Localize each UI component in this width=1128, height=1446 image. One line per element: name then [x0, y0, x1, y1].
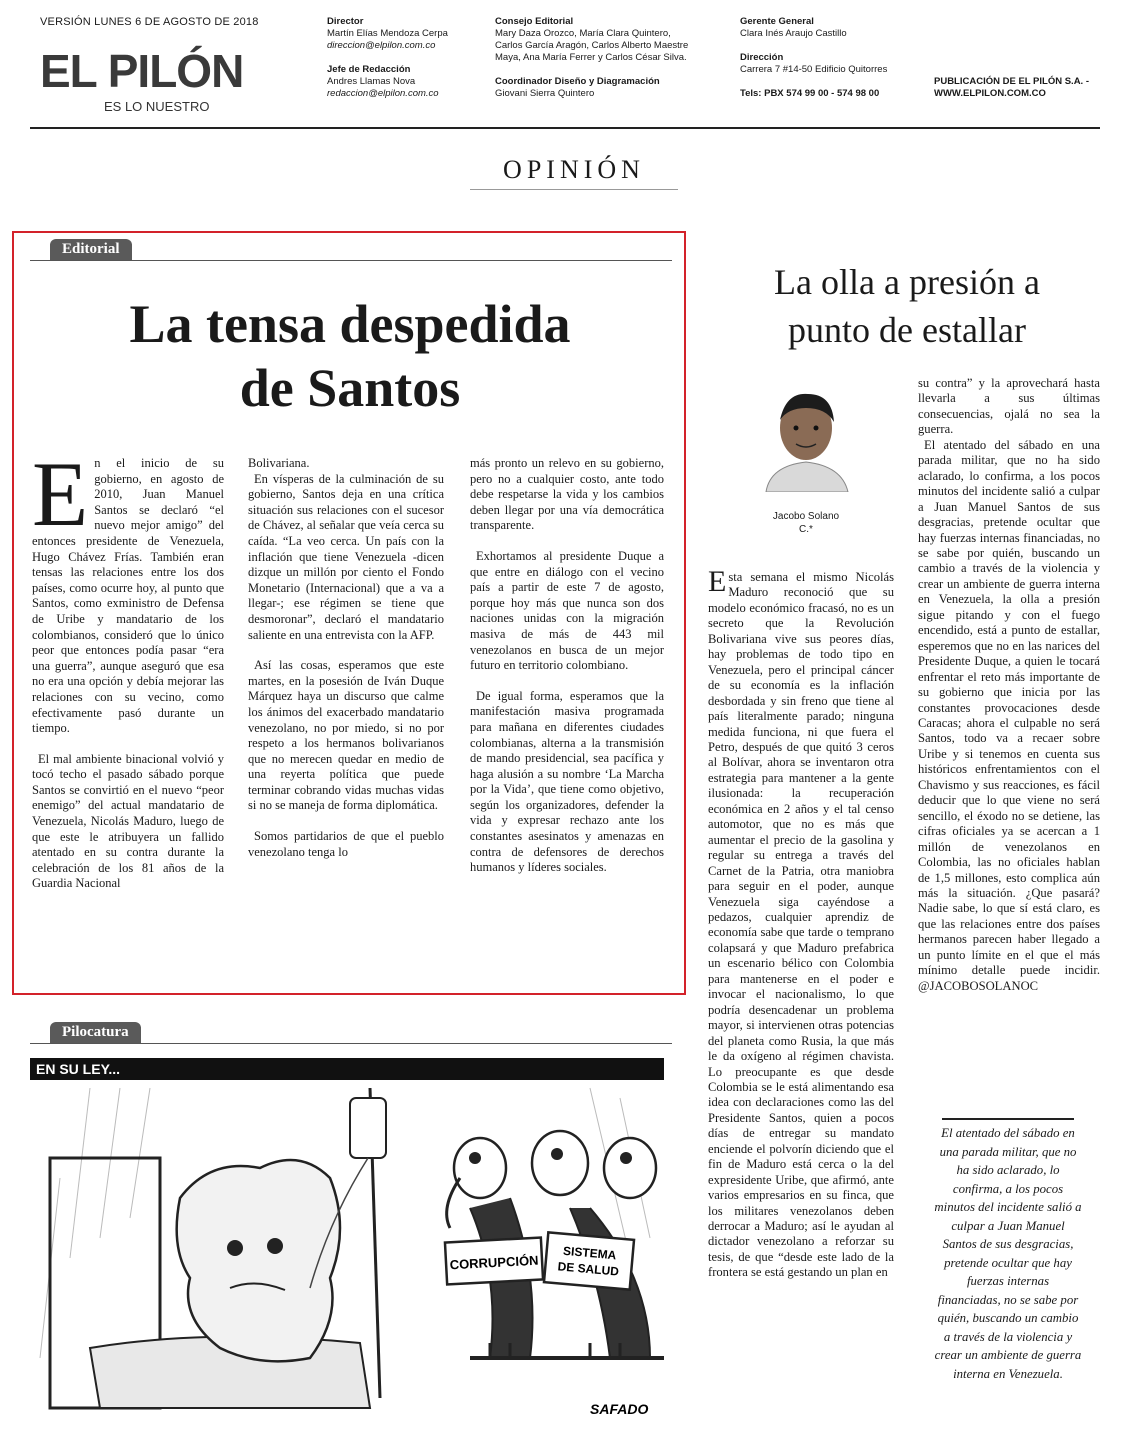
editorial-headline[interactable]: [30, 292, 670, 420]
paragraph: El mal ambiente binacional volvió y tocó techo el pasado sábado porque Santos se convirtió en el nuevo “peor enemigo” del actual mandatario de Venezuela, Nicolás Maduro, luego de que este le atribuyera un fallido atentado en su contra durante la celebración de los 81 años de la Guardia Nacional: [32, 751, 224, 891]
pilocatura-tag-rule: [30, 1043, 672, 1044]
section-title: OPINIÓN: [503, 155, 645, 184]
author-suffix: C.*: [799, 524, 813, 535]
paragraph: Exhortamos al presidente Duque a que entre en diálogo con el vecino país a partir de este 7 de agosto, porque hoy más que nunca son dos naciones unidas con la migración masiva de más de 443 mil venezolanos en busca de un mejor futuro en territorio colombiano.: [470, 548, 664, 673]
staff-consejo: [495, 16, 688, 64]
direccion-value: Carrera 7 #14-50 Edificio Quitorres: [740, 64, 888, 75]
column-headline[interactable]: [718, 258, 1096, 354]
paragraph: En el inicio de su gobierno, en agosto de 2010, Juan Manuel Santos se declaró “el nuevo mejor amigo” del entonces presidente de Venezuela, Hugo Chávez Frías. También eran tensas las relaciones entre los dos países, como ocurre hoy, al punto que Santos, como exministro de Defensa de Uribe y mandatario de los colombianos, consideró que lo único peor que entonces podía pasar “era una guerra”, aunque aseguró que esa no era una opción y debía mejorar las relaciones con su vecino, como efectivamente pasó durante un tiempo.: [32, 443, 224, 736]
editorial-column-1: [32, 443, 224, 892]
consejo-label: Consejo Editorial: [495, 16, 574, 27]
cartoonist-signature: SAFADO: [590, 1401, 649, 1417]
editorial-column-2: [248, 456, 444, 860]
column-right-text: [918, 376, 1100, 994]
publisher-line: PUBLICACIÓN DE EL PILÓN S.A. -: [934, 76, 1090, 87]
consejo-line: Carlos García Aragón, Carlos Alberto Maestre: [495, 40, 689, 51]
headline-line: La olla a presión a: [774, 262, 1040, 302]
headline-line: de Santos: [239, 358, 461, 418]
consejo-line: Mary Daza Orozco, María Clara Quintero,: [495, 28, 671, 39]
paragraph: El atentado del sábado en una parada militar, que no ha sido aclarado, lo confirma, a los pocos minutos del incidente salió a culpar a Juan Manuel Santos de sus desgracias, pretende ocultar que hay fuerzas internas financiadas, no se sabe por quién, buscando un cambio a través de la violencia y crear un ambiente de guerra interna en Venezuela, la olla a presión sigue pitando y con el fuego encendido, está a punto de estallar, esperemos que no en las narices del Presidente Duque, a quien le tocará enfrentar el reto más importante de su gobierno que inicia por las constantes provocaciones desde Caracas; ahora el culpable no será Santos, todo va a recaer sobre Uribe y si tenemos en cuenta sus históricos enfrentamientos con el Chavismo y sus reacciones, es fácil deducir que lo que viene no será sencillo, el éxodo no se detiene, las cifras oficiales ya se acercan a 1 millón de venezolanos en Colombia, las no oficiales hablan de 1,5 millones, esto complica aún más la situación. ¿Que pasará? Nadie sabe, lo que sí está claro, es que las relaciones entre dos países hermanos parecen haber llegado a un punto límite en el que el más mínimo detalle puede incidir. @JACOBOSOLANOC: [918, 437, 1100, 993]
jefe-name: Andres Llamas Nova: [327, 76, 416, 87]
patient-figure: [177, 1160, 340, 1361]
staff-coordinador: [495, 76, 660, 100]
editorial-tag: Editorial: [50, 239, 132, 260]
jefe-email[interactable]: redaccion@elpilon.com.co: [327, 88, 439, 99]
coord-label: Coordinador Diseño y Diagramación: [495, 76, 660, 87]
director-label: Director: [327, 16, 364, 27]
editorial-column-3: [470, 456, 664, 876]
website-link[interactable]: WWW.ELPILON.COM.CO: [934, 88, 1046, 99]
iv-bag: [350, 1098, 386, 1158]
direccion-label: Dirección: [740, 52, 784, 63]
staff-jefe: [327, 64, 439, 100]
staff-director: [327, 16, 448, 52]
publisher-info: [934, 76, 1089, 100]
phone-numbers: Tels: PBX 574 99 00 - 574 98 00: [740, 88, 880, 99]
paragraph: Esta semana el mismo Nicolás Maduro reconoció que su modelo económico fracasó, no es un secreto que la Revolución Bolivariana vive sus peores días, hay problemas de todo tipo en Venezuela, pero el principal cáncer de su economía es la inflación desbordada y sin freno que tiene al país literalmente parado; ninguna medida funciona, ni que fuera el Petro, después de que quitó 3 ceros al Bolívar, ahora se inventaron otra estrategia para mantener a la gente ilusionada: la recuperación económica en 2 años y el tal censo automotor, que no es más que aumentar el precio de la gasolina y regular su entrega a través del Carnet de la Patria, otra maniobra para seguir en el poder, aunque Venezuela siga cayéndose a pedazos, cualquier aprendiz de economía sabe que tarde o temprano colapsará y que Maduro prefabrica un escenario bélico con Colombia para mantenerse en el poder e invocar el nacionalismo, lo que podría desencadenar un problema mayor, si intervienen otras potencias del planeta como Rusia, la que más le da oxígeno al régimen chavista. Lo preocupante es que desde Colombia se le está alimentando esa idea con declaraciones como las del Presidente Santos, quien a pocos días de entregar su mandato enciende el polvorín diciendo que el fin de Maduro está cerca o la del expresidente Uribe, que afirmó, ante varios empresarios en su finca, que los militares venezolanos deben derrocar a Maduro; así le ayudan al dictador venezolano a reforzar su tesis, de que “desde este lado de la frontera se está gestando un plan en: [708, 565, 894, 1280]
paragraph: Somos partidarios de que el pueblo venezolano tenga lo: [248, 829, 444, 859]
dropcap: E: [32, 443, 89, 545]
author-portrait: [756, 380, 856, 492]
sign-salud-text-1: SISTEMA: [562, 1243, 617, 1263]
sign-salud-text-2: DE SALUD: [557, 1259, 620, 1279]
paragraph: De igual forma, esperamos que la manifestación masiva programada para mañana en diferentes ciudades colombianas, alterna a la transmisión de mando presidencial, sea pacífica y haga alusión a su nombre ‘La Marcha por la Vida’, que tiene como objetivo, según los organizadores, defender la vida y expresar rechazo ante los constantes asesinatos y amenazas en contra de defensores de derechos humanos y líderes sociales.: [470, 688, 664, 875]
paragraph: Así las cosas, esperamos que este martes, en la posesión de Iván Duque Márquez haya un discurso que calme los ánimos del exacerbado mandatario venezolano, no por miedo, si no por respeto a los hermanos bolivarianos que no merecen quedar en medio de una reyerta política que puede terminar cobrando vidas muchas vidas si no se maneja de forma diplomática.: [248, 658, 444, 813]
headline-line: punto de estallar: [788, 310, 1026, 350]
vulture-head: [604, 1138, 656, 1198]
headline-line: La tensa despedida: [129, 294, 571, 354]
consejo-line: Maya, Ana María Ferrer y Carlos César Silva.: [495, 52, 687, 63]
logo-tagline: ES LO NUESTRO: [104, 99, 210, 114]
editorial-cartoon[interactable]: [30, 1058, 664, 1424]
staff-direccion: [740, 52, 887, 76]
vulture-head: [532, 1131, 588, 1195]
pilocatura-tag: Pilocatura: [50, 1022, 141, 1043]
vulture-head: [454, 1138, 506, 1198]
cartoon-banner: [30, 1058, 664, 1080]
masthead-divider: [30, 127, 1100, 129]
director-name: Martín Elías Mendoza Cerpa: [327, 28, 448, 39]
paragraph: En vísperas de la culminación de su gobierno, Santos deja en una crítica situación sus relaciones con el sucesor de Chávez, al señalar que veía cerca su caída. “La veo cerca. Un país con la inflación que tiene Venezuela -dicen dizque un millón por ciento el Fondo Monetario (Internacional) que a va a llegar-; ese régimen se tiene que desmoronar”, declaró el mandatario saliente en una entrevista con la AFP.: [248, 471, 444, 642]
column-left-text: [708, 565, 894, 1281]
coord-name: Giovani Sierra Quintero: [495, 88, 595, 99]
edition-date: VERSIÓN LUNES 6 DE AGOSTO DE 2018: [40, 16, 259, 28]
newspaper-logo[interactable]: EL PILÓN: [40, 45, 244, 97]
sign-corrupcion-text: CORRUPCIÓN: [449, 1252, 539, 1273]
paragraph: Bolivariana.: [248, 456, 310, 470]
pullquote: El atentado del sábado en una parada militar, que no ha sido aclarado, lo confirma, a los pocos minutos del incidente salió a culpar a Juan Manuel Santos de sus desgracias, pretende ocultar que hay fuerzas internas financiadas, no se sabe por quién, buscando un cambio a través de la violencia y crear un ambiente de guerra interna en Venezuela.: [934, 1126, 1082, 1381]
dropcap: E: [708, 565, 727, 598]
jefe-label: Jefe de Redacción: [327, 64, 411, 75]
section-underline: [470, 189, 678, 190]
editorial-tag-rule: [30, 260, 672, 261]
author-name: Jacobo Solano: [772, 511, 840, 522]
director-email[interactable]: direccion@elpilon.com.co: [327, 40, 436, 51]
cartoon-banner-text: EN SU LEY...: [36, 1061, 121, 1077]
pullquote-rule: [942, 1118, 1074, 1120]
paragraph: su contra” y la aprovechará hasta llevarla a sus últimas consecuencias, ojalá no sea la guerra.: [918, 376, 1100, 437]
paragraph: más pronto un relevo en su gobierno, pero no a cualquier costo, ante todo debe respetarse la vida y los cambios deben llegar por una vía democrática transparente.: [470, 456, 664, 533]
gerente-label: Gerente General: [740, 16, 814, 27]
staff-gerente: [740, 16, 847, 40]
author-byline: [746, 510, 866, 536]
gerente-name: Clara Inés Araujo Castillo: [740, 28, 847, 39]
